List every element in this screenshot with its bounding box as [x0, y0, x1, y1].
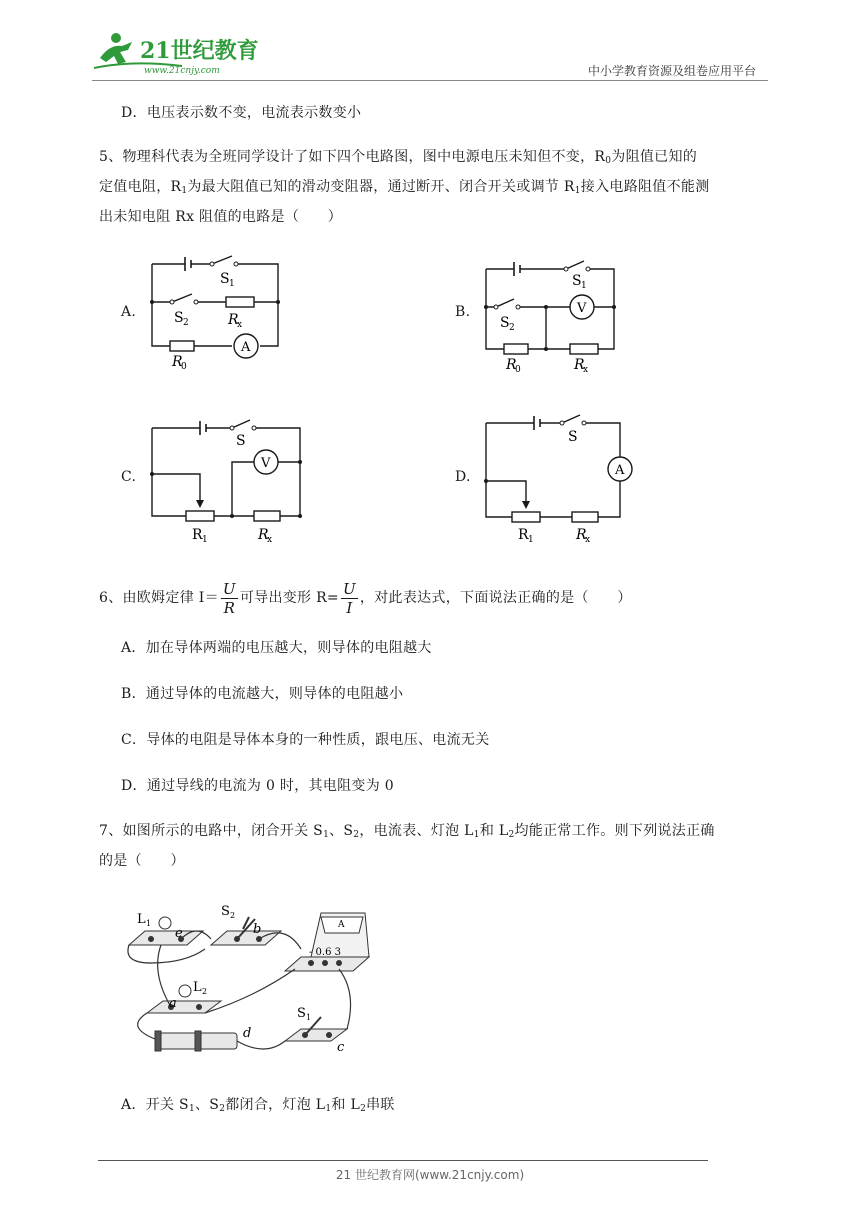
svg-text:0: 0 — [181, 362, 187, 370]
header-divider — [92, 80, 768, 81]
circuit-a-label: A. — [121, 304, 137, 320]
svg-text:V: V — [261, 456, 271, 471]
svg-text:x: x — [237, 320, 243, 330]
fraction-u-over-r: $\frac{U}{R}$ — [222, 579, 236, 617]
svg-text:L: L — [137, 912, 146, 927]
q6-option-b: B．通过导体的电流越大，则导体的电阻越小 — [121, 686, 404, 702]
resistor-rx — [226, 297, 254, 307]
q7-circuit-illustration — [125, 893, 385, 1065]
svg-text:1: 1 — [146, 919, 152, 928]
svg-text:- 0.6 3: - 0.6 3 — [309, 947, 342, 958]
rheostat-r1 — [186, 511, 214, 521]
logo-subtext: www.21cnjy.com — [144, 66, 220, 76]
header-platform-text: 中小学教育资源及组卷应用平台 — [587, 64, 756, 78]
svg-text:S: S — [221, 904, 230, 919]
svg-text:R: R — [228, 312, 239, 328]
resistor-r0 — [504, 344, 528, 354]
svg-text:R: R — [258, 527, 269, 543]
svg-text:2: 2 — [183, 318, 189, 328]
q5-line-2: 定值电阻，$R_1$为最大阻值已知的滑动变阻器，通过断开、闭合开关或调节 $R_1$接入电路阻值不能测 — [99, 179, 710, 196]
resistor-rx — [570, 344, 598, 354]
svg-text:A: A — [615, 463, 625, 478]
svg-text:A: A — [338, 920, 345, 930]
svg-text:e: e — [175, 926, 183, 941]
svg-text:S: S — [220, 271, 230, 287]
logo-runner-icon — [92, 28, 262, 80]
svg-text:R: R — [518, 527, 529, 543]
svg-text:R: R — [576, 527, 587, 543]
svg-text:c: c — [337, 1040, 345, 1055]
q7-line-2: 的是（ ） — [99, 853, 185, 869]
svg-text:1: 1 — [581, 281, 587, 291]
svg-text:S: S — [174, 310, 184, 326]
q7-option-a: A．开关 $S_1$、$S_2$都闭合，灯泡 $L_1$和 $L_2$串联 — [121, 1097, 395, 1114]
logo-text: 21世纪教育 — [140, 38, 259, 64]
q6-option-c: C．导体的电阻是导体本身的一种性质，跟电压、电流无关 — [121, 732, 490, 748]
svg-text:R: R — [574, 357, 585, 373]
logo — [92, 28, 262, 80]
q7-line-1: 7、如图所示的电路中，闭合开关 $S_1$、$S_2$，电流表、灯泡 $L_1$和 $L_2$均能正常工作。则下列说法正确 — [99, 823, 715, 840]
circuit-a — [140, 250, 300, 370]
svg-text:d: d — [243, 1026, 252, 1041]
svg-text:S: S — [572, 273, 582, 289]
svg-text:2: 2 — [202, 987, 208, 996]
q5-line-1: 5、物理科代表为全班同学设计了如下四个电路图，图中电源电压未知但不变，$R_0$为阻值已知的 — [99, 149, 698, 166]
resistor-rx — [254, 511, 280, 521]
svg-text:R: R — [172, 354, 183, 370]
bulb-l2-icon — [179, 985, 191, 997]
svg-text:L: L — [193, 980, 202, 995]
l1-base — [129, 931, 203, 945]
svg-text:2: 2 — [230, 911, 236, 920]
circuit-c-label: C. — [121, 469, 137, 485]
svg-text:R: R — [192, 527, 203, 543]
q4-option-d: D．电压表示数不变，电流表示数变小 — [121, 105, 362, 121]
resistor-rx — [572, 512, 598, 522]
circuit-b-label: B. — [455, 304, 471, 320]
svg-text:R: R — [506, 357, 517, 373]
rheostat-r1 — [512, 512, 540, 522]
svg-text:S: S — [568, 429, 578, 445]
resistor-r0 — [170, 341, 194, 351]
fraction-u-over-i: $\frac{U}{I}$ — [342, 579, 356, 617]
svg-text:x: x — [267, 535, 273, 545]
circuit-d — [474, 405, 644, 545]
svg-text:1: 1 — [306, 1013, 312, 1022]
svg-text:1: 1 — [528, 535, 534, 545]
q6-option-a: A．加在导体两端的电压越大，则导体的电阻越大 — [121, 640, 432, 656]
q6-stem: 6、由欧姆定律 I＝ $\frac{U}{R}$ 可导出变形 R= $\frac{U}{I}$ ，对此表达式，下面说法正确的是（ ） — [99, 579, 632, 617]
bulb-l1-icon — [159, 917, 171, 929]
svg-text:S: S — [236, 433, 246, 449]
q6-option-d: D．通过导线的电流为 0 时，其电阻变为 0 — [121, 778, 394, 794]
svg-text:x: x — [585, 535, 591, 545]
svg-text:S: S — [500, 315, 510, 331]
circuit-b — [474, 255, 634, 375]
svg-text:2: 2 — [509, 323, 515, 333]
svg-text:V: V — [577, 301, 587, 316]
footer-text: 21 世纪教育网(www.21cnjy.com) — [335, 1168, 525, 1182]
svg-text:1: 1 — [229, 279, 235, 289]
svg-text:1: 1 — [202, 535, 208, 545]
svg-text:x: x — [583, 365, 589, 375]
svg-text:b: b — [253, 922, 262, 937]
svg-text:0: 0 — [515, 365, 521, 375]
circuit-d-label: D. — [455, 469, 471, 485]
svg-text:S: S — [297, 1006, 306, 1021]
s2-base — [211, 931, 281, 945]
footer-divider — [98, 1160, 708, 1161]
circuit-c — [140, 412, 310, 547]
q5-line-3: 出未知电阻 Rx 阻值的电路是（ ） — [99, 209, 343, 225]
svg-text:A: A — [241, 340, 251, 355]
svg-text:a: a — [169, 996, 177, 1011]
